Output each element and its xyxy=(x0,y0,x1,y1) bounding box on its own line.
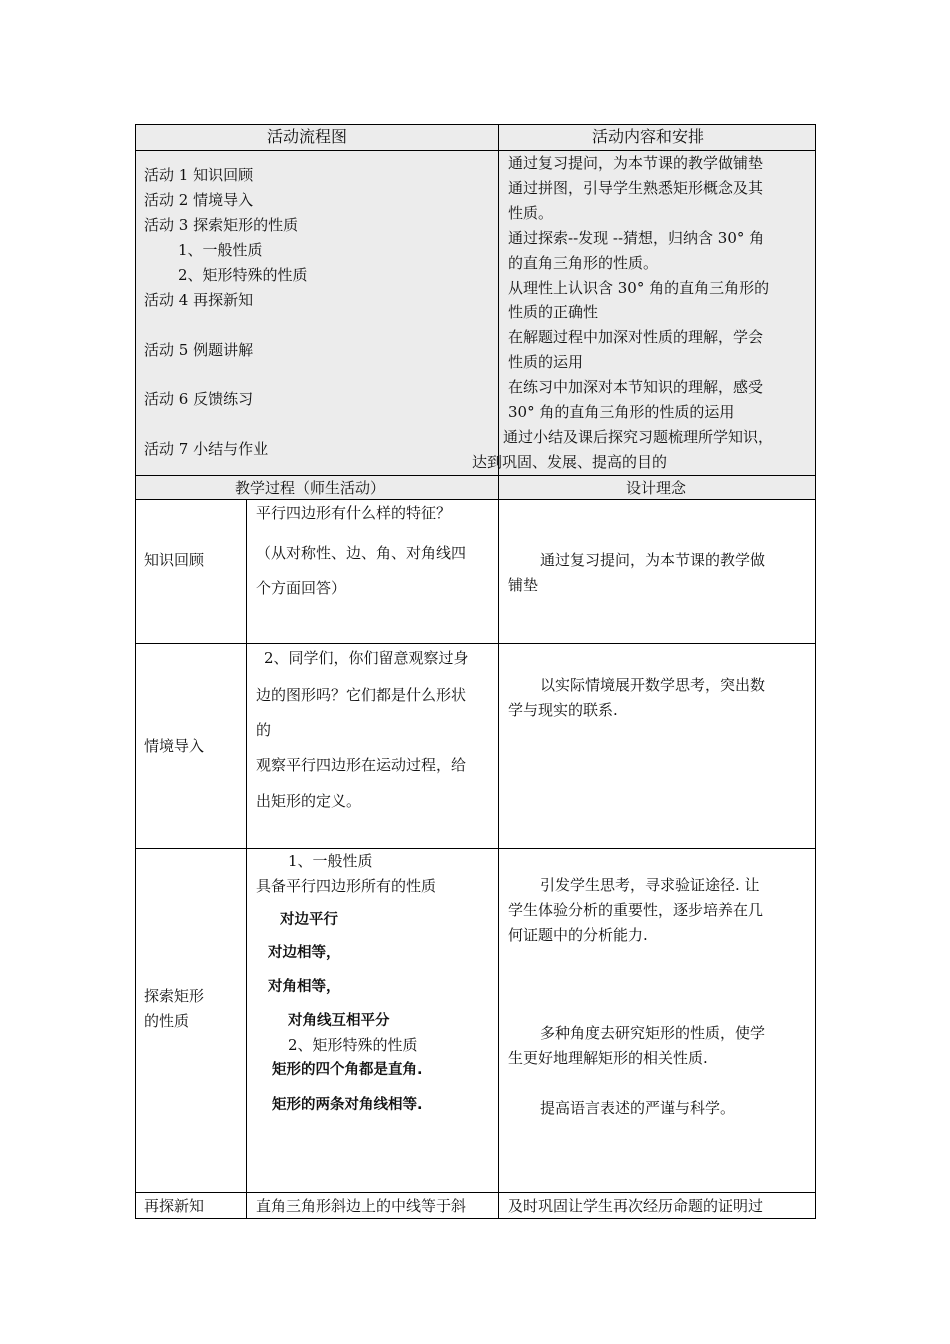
property-bold: 对边相等， xyxy=(268,945,341,961)
row-label-scenario: 情境导入 xyxy=(144,737,205,755)
idea-text: 铺垫 xyxy=(508,576,539,594)
content-line: 从理性上认识含 30° 角的直角三角形的 xyxy=(508,279,770,297)
process-text: 直角三角形斜边上的中线等于斜 xyxy=(256,1197,467,1215)
property-bold: 对边平行 xyxy=(280,912,338,928)
idea-text: 提高语言表述的严谨与科学。 xyxy=(540,1099,736,1117)
content-line: 通过小结及课后探究习题梳理所学知识， xyxy=(503,428,774,446)
content-line: 30° 角的直角三角形的性质的运用 xyxy=(508,403,735,421)
property-bold: 对角线互相平分 xyxy=(288,1013,390,1029)
row-label-explore: 的性质 xyxy=(144,1012,190,1030)
flow-item: 活动 1 知识回顾 xyxy=(144,166,254,184)
flow-item: 活动 6 反馈练习 xyxy=(144,390,254,408)
idea-text: 生更好地理解矩形的相关性质. xyxy=(508,1049,708,1067)
content-line: 在练习中加深对本节知识的理解，感受 xyxy=(508,378,764,396)
process-subheading: 2、矩形特殊的性质 xyxy=(288,1036,418,1054)
flow-item: 活动 4 再探新知 xyxy=(144,291,254,309)
property-bold: 对角相等， xyxy=(268,979,341,995)
process-text: 观察平行四边形在运动过程，给 xyxy=(256,756,467,774)
flow-subitem: 1、一般性质 xyxy=(178,241,263,259)
process-header: 教学过程（师生活动） xyxy=(235,479,386,497)
activity-content-header: 活动内容和安排 xyxy=(592,127,705,146)
flow-subitem: 2、矩形特殊的性质 xyxy=(178,266,308,284)
flow-item: 活动 3 探索矩形的性质 xyxy=(144,216,299,234)
process-text: （从对称性、边、角、对角线四 xyxy=(256,544,467,562)
content-line: 在解题过程中加深对性质的理解，学会 xyxy=(508,328,764,346)
idea-text: 以实际情境展开数学思考，突出数 xyxy=(540,676,766,694)
process-text: 具备平行四边形所有的性质 xyxy=(256,877,437,895)
flow-item: 活动 2 情境导入 xyxy=(144,191,254,209)
property-bold: 矩形的四个角都是直角. xyxy=(272,1062,423,1078)
process-text: 平行四边形有什么样的特征？ xyxy=(256,504,452,522)
content-line: 性质的运用 xyxy=(508,353,584,371)
content-line: 达到巩固、发展、提高的目的 xyxy=(472,453,668,471)
idea-text: 引发学生思考，寻求验证途径. 让 xyxy=(540,876,760,894)
row-label-explore: 探索矩形 xyxy=(144,987,205,1005)
row-label-review: 知识回顾 xyxy=(144,551,205,569)
idea-text: 及时巩固让学生再次经历命题的证明过 xyxy=(508,1197,764,1215)
idea-text: 学生体验分析的重要性，逐步培养在几 xyxy=(508,901,764,919)
content-line: 通过拼图，引导学生熟悉矩形概念及其 xyxy=(508,179,764,197)
process-text: 边的图形吗？它们都是什么形状 xyxy=(256,686,467,704)
flow-item: 活动 5 例题讲解 xyxy=(144,341,254,359)
process-subheading: 1、一般性质 xyxy=(288,852,373,870)
process-text: 的 xyxy=(256,721,272,739)
idea-text: 多种角度去研究矩形的性质，使学 xyxy=(540,1024,766,1042)
idea-text: 何证题中的分析能力. xyxy=(508,926,648,944)
flow-item: 活动 7 小结与作业 xyxy=(144,440,269,458)
row-label-reexplore: 再探新知 xyxy=(144,1197,205,1215)
property-bold: 矩形的两条对角线相等. xyxy=(272,1097,423,1113)
process-text: 2、同学们，你们留意观察过身 xyxy=(264,649,469,667)
design-idea-header: 设计理念 xyxy=(626,479,687,497)
content-line: 通过复习提问，为本节课的教学做铺垫 xyxy=(508,154,764,172)
process-text: 出矩形的定义。 xyxy=(256,792,362,810)
content-line: 性质。 xyxy=(508,204,554,222)
idea-text: 通过复习提问，为本节课的教学做 xyxy=(540,551,766,569)
process-text: 个方面回答） xyxy=(256,579,347,597)
content-line: 性质的正确性 xyxy=(508,303,599,321)
idea-text: 学与现实的联系. xyxy=(508,701,618,719)
flow-chart-header: 活动流程图 xyxy=(267,127,348,146)
content-line: 的直角三角形的性质。 xyxy=(508,254,659,272)
content-line: 通过探索--发现 --猜想，归纳含 30° 角 xyxy=(508,229,765,247)
